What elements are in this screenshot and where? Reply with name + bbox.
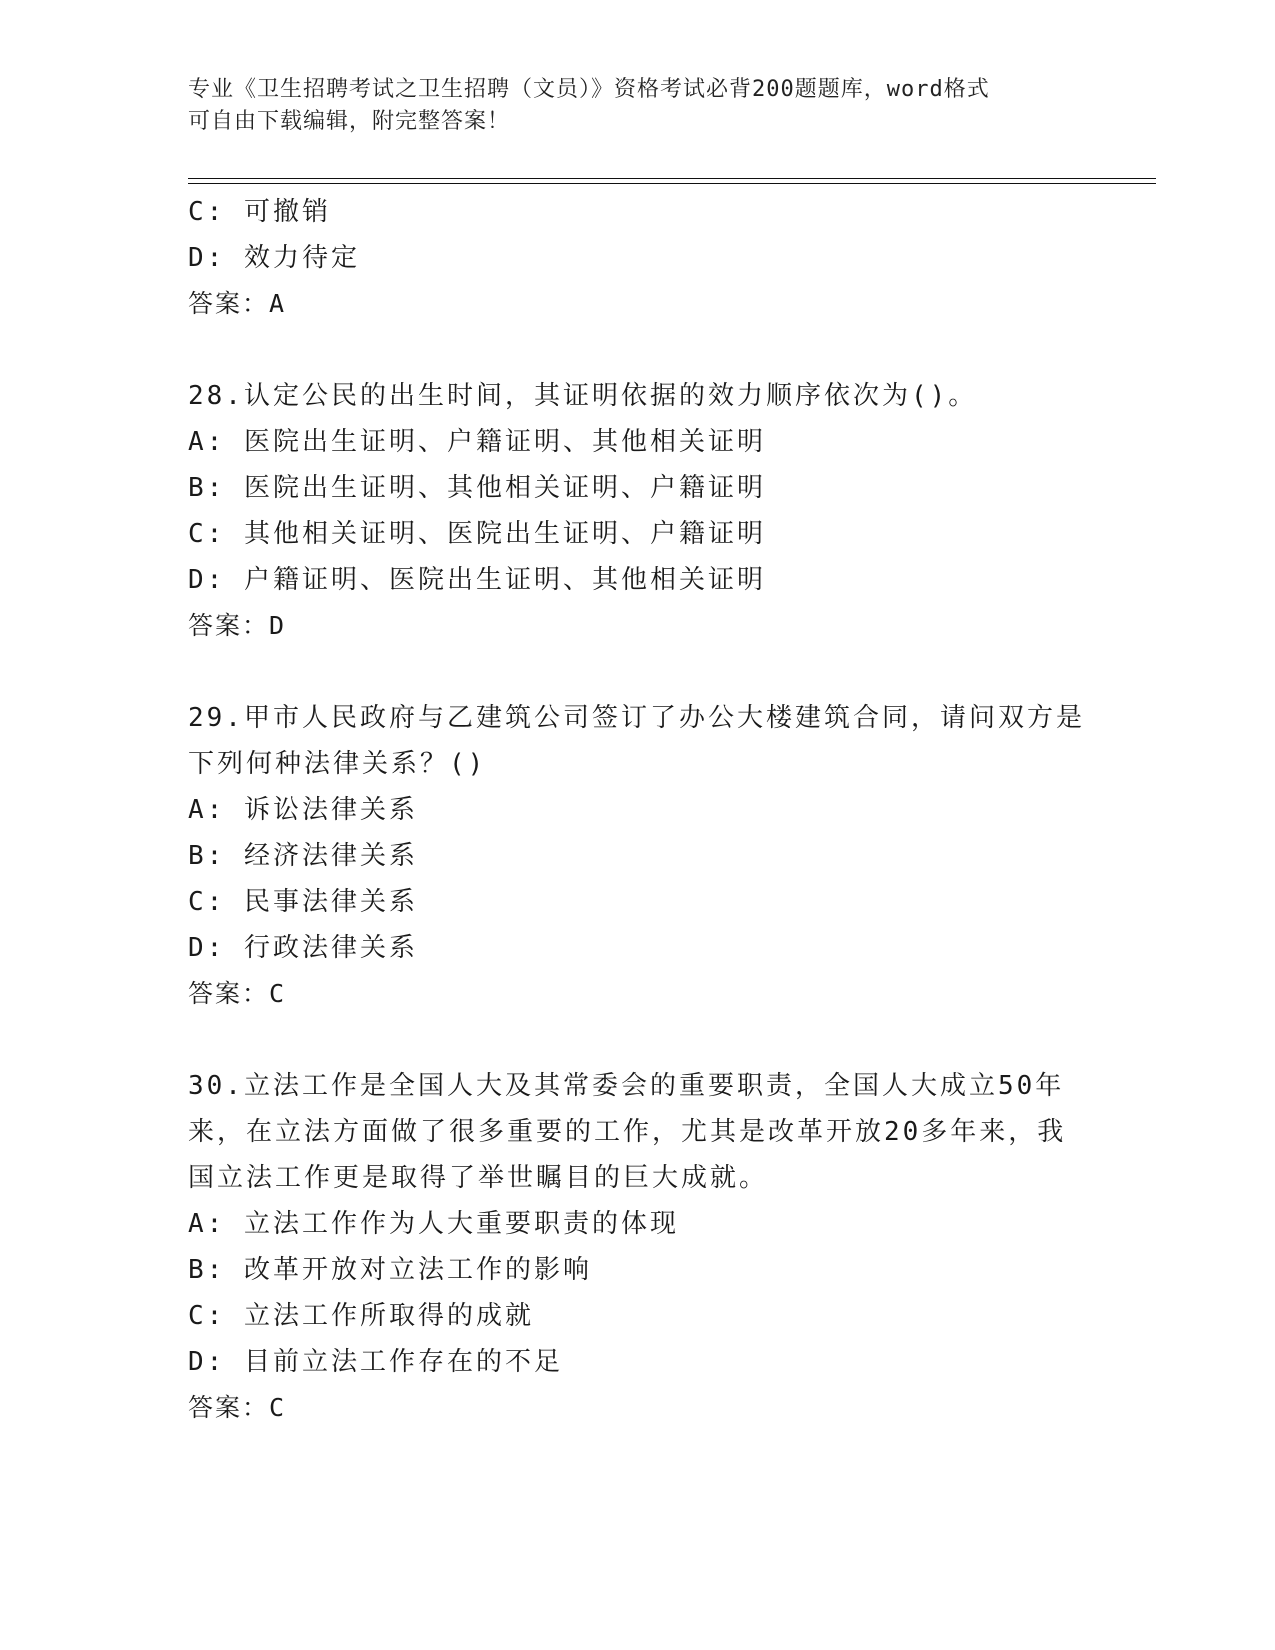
answer-line bbox=[188, 1385, 1088, 1431]
option-b: B: 经济法律关系 bbox=[188, 841, 418, 871]
answer-value: C bbox=[269, 979, 287, 1008]
answer-value: A bbox=[269, 289, 287, 318]
header-divider-bottom bbox=[188, 183, 1156, 184]
option-d: D: 效力待定 bbox=[188, 243, 360, 273]
answer-label: 答案： bbox=[188, 979, 270, 1008]
answer-value: D bbox=[269, 611, 287, 640]
answer-line bbox=[188, 603, 1088, 649]
question-text-line-3: 国立法工作更是取得了举世瞩目的巨大成就。 bbox=[188, 1163, 769, 1193]
option-c: C: 立法工作所取得的成就 bbox=[188, 1301, 534, 1331]
option-a: A: 医院出生证明、户籍证明、其他相关证明 bbox=[188, 427, 766, 457]
question-text-line-1: 29.甲市人民政府与乙建筑公司签订了办公大楼建筑合同，请问双方是 bbox=[188, 703, 1085, 733]
question-text-line-2: 下列何种法律关系？() bbox=[188, 749, 487, 779]
question-30 bbox=[188, 1063, 1088, 1431]
question-28 bbox=[188, 373, 1088, 649]
option-d: D: 行政法律关系 bbox=[188, 933, 418, 963]
option-b: B: 医院出生证明、其他相关证明、户籍证明 bbox=[188, 473, 766, 503]
option-b: B: 改革开放对立法工作的影响 bbox=[188, 1255, 592, 1285]
spacer bbox=[188, 327, 1088, 373]
header-title-line-1: 专业《卫生招聘考试之卫生招聘（文员）》资格考试必背200题题库，word格式 bbox=[188, 77, 990, 102]
page-header bbox=[188, 74, 1088, 138]
spacer bbox=[188, 1017, 1088, 1063]
answer-line bbox=[188, 971, 1088, 1017]
header-divider-top bbox=[188, 178, 1156, 179]
question-text-line-2: 来，在立法方面做了很多重要的工作，尤其是改革开放20多年来，我 bbox=[188, 1117, 1067, 1147]
option-a: A: 诉讼法律关系 bbox=[188, 795, 418, 825]
answer-value: C bbox=[269, 1393, 287, 1422]
question-29 bbox=[188, 695, 1088, 1017]
header-title-line-2: 可自由下载编辑，附完整答案！ bbox=[188, 109, 511, 134]
question-list bbox=[188, 189, 1088, 1431]
option-a: A: 立法工作作为人大重要职责的体现 bbox=[188, 1209, 679, 1239]
option-d: D: 户籍证明、医院出生证明、其他相关证明 bbox=[188, 565, 766, 595]
spacer bbox=[188, 649, 1088, 695]
question-text: 28.认定公民的出生时间，其证明依据的效力顺序依次为()。 bbox=[188, 381, 978, 411]
option-d: D: 目前立法工作存在的不足 bbox=[188, 1347, 563, 1377]
answer-label: 答案： bbox=[188, 289, 270, 318]
question-text-line-1: 30.立法工作是全国人大及其常委会的重要职责，全国人大成立50年 bbox=[188, 1071, 1065, 1101]
option-c: C: 其他相关证明、医院出生证明、户籍证明 bbox=[188, 519, 766, 549]
question-27 bbox=[188, 189, 1088, 327]
answer-line bbox=[188, 281, 1088, 327]
answer-label: 答案： bbox=[188, 1393, 270, 1422]
option-c: C: 民事法律关系 bbox=[188, 887, 418, 917]
option-c: C: 可撤销 bbox=[188, 197, 331, 227]
answer-label: 答案： bbox=[188, 611, 270, 640]
